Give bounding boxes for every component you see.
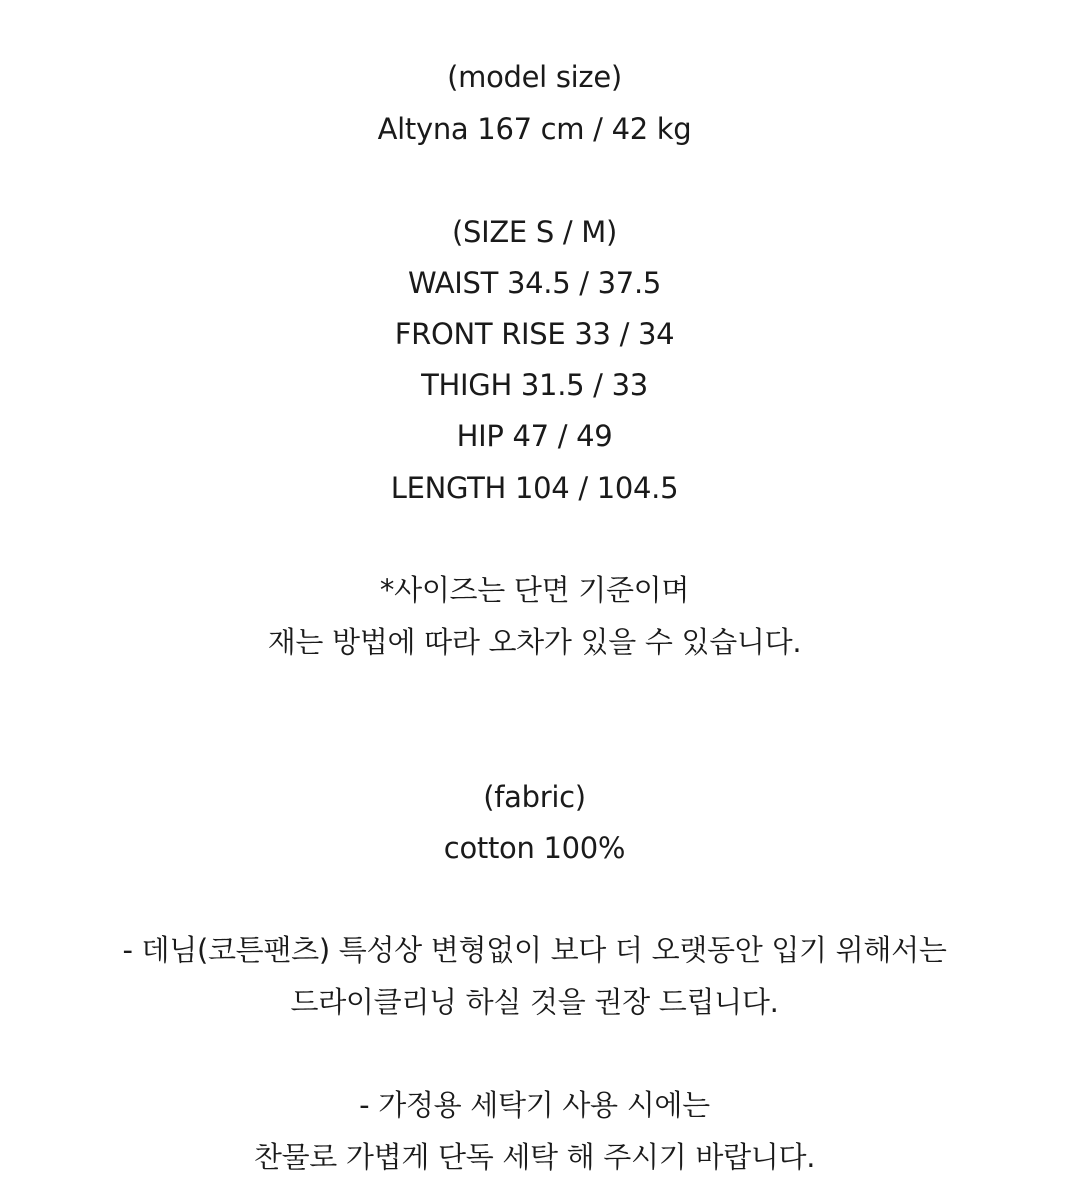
- size-row-waist: WAIST 34.5 / 37.5: [407, 266, 662, 300]
- size-heading: (SIZE S / M): [451, 215, 618, 249]
- care-note-1-line-2: 드라이클리닝 하실 것을 권장 드립니다.: [290, 985, 779, 1019]
- care-note-2-line-2: 찬물로 가볍게 단독 세탁 해 주시기 바랍니다.: [253, 1140, 816, 1174]
- size-row-front-rise: FRONT RISE 33 / 34: [394, 317, 675, 351]
- care-note-2-line-1: - 가정용 세탁기 사용 시에는: [359, 1088, 710, 1122]
- size-note-line-1: *사이즈는 단면 기준이며: [379, 573, 690, 607]
- care-note-1-line-1: - 데님(코튼팬츠) 특성상 변형없이 보다 더 오랫동안 입기 위해서는: [122, 933, 947, 967]
- size-row-thigh: THIGH 31.5 / 33: [421, 368, 648, 402]
- model-info: Altyna 167 cm / 42 kg: [377, 112, 692, 146]
- size-row-length: LENGTH 104 / 104.5: [390, 471, 679, 505]
- fabric-heading: (fabric): [483, 780, 586, 814]
- fabric-value: cotton 100%: [443, 831, 626, 865]
- size-note-line-2: 재는 방법에 따라 오차가 있을 수 있습니다.: [267, 625, 802, 659]
- model-size-heading: (model size): [447, 60, 622, 94]
- size-row-hip: HIP 47 / 49: [456, 419, 613, 453]
